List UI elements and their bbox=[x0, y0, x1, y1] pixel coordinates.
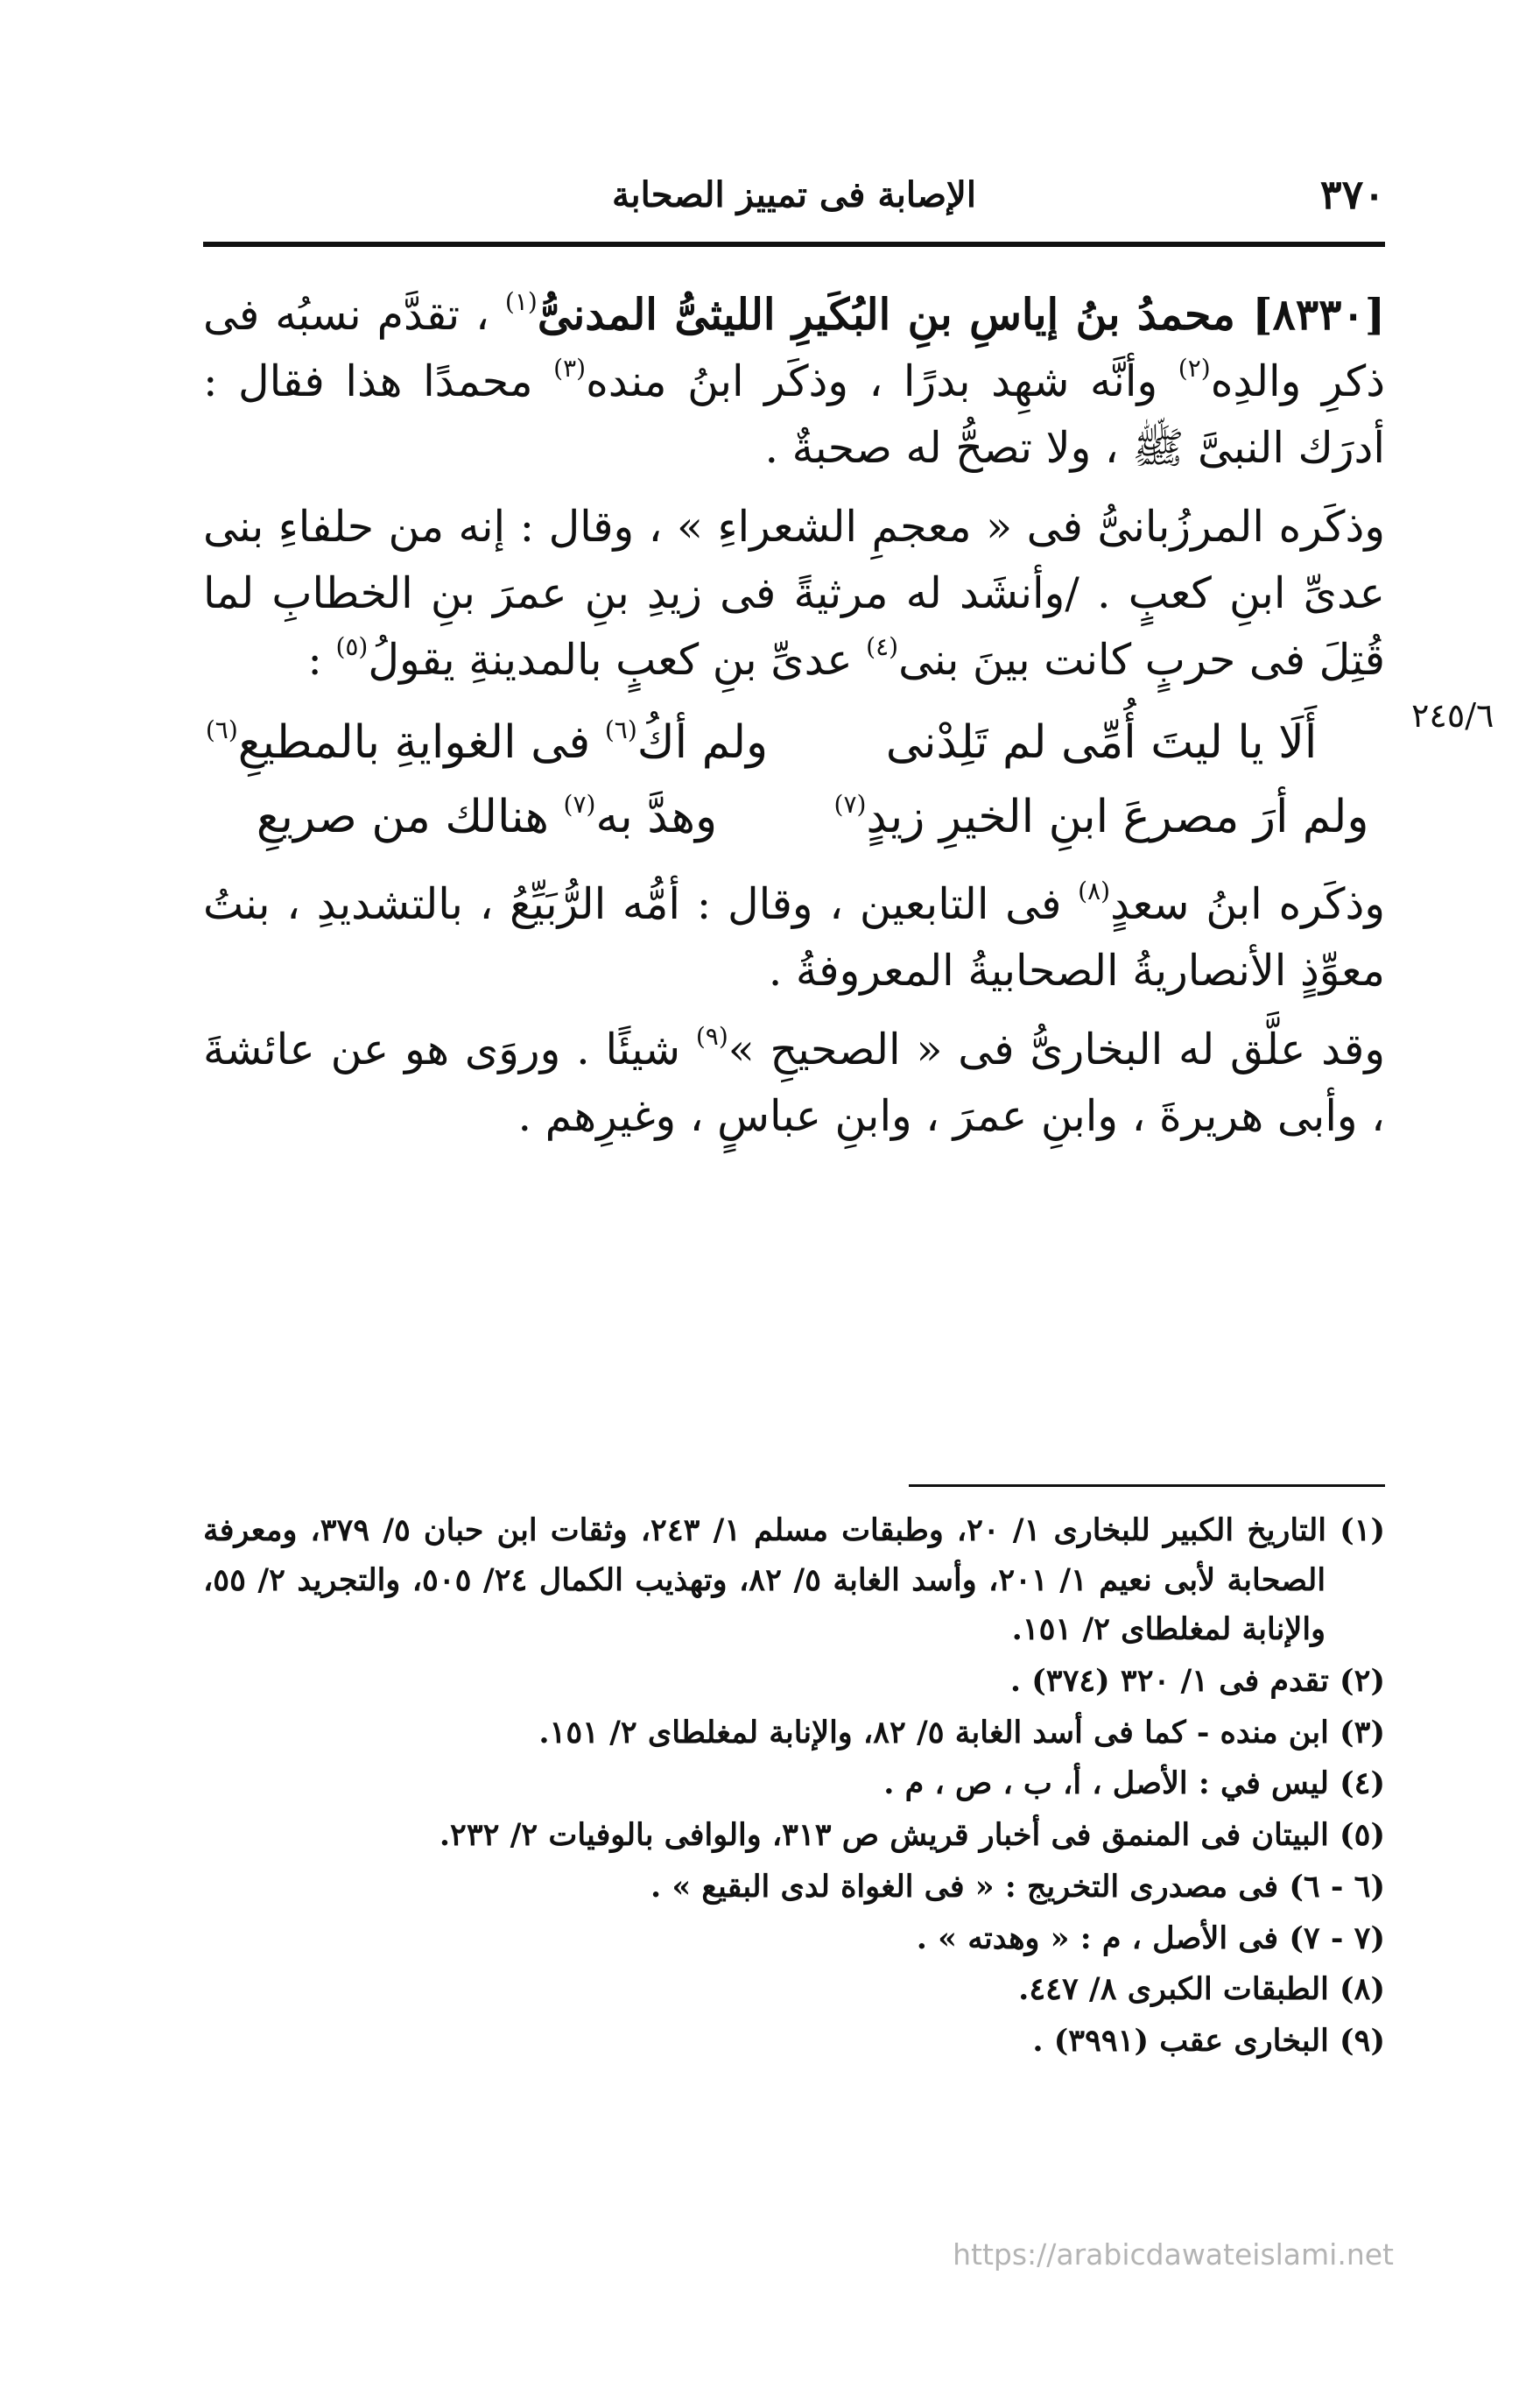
entry-text: وقد علَّق له البخارىُّ فى « الصحيحِ » bbox=[728, 1025, 1385, 1075]
footnote-marker: (٧) bbox=[563, 790, 596, 820]
footnote: (٧ - ٧) فى الأصل ، م : « وهدته » . bbox=[916, 1920, 1385, 1956]
footnote: (٨) الطبقات الكبرى ٨/ ٤٤٧. bbox=[1018, 1971, 1385, 2008]
verse-text: هنالك من صريعِ bbox=[256, 791, 549, 844]
entry-paragraph-4 bbox=[203, 1017, 1385, 1150]
footnote-marker: (١) bbox=[504, 287, 538, 316]
verse-text: وهدَّ به bbox=[595, 791, 718, 844]
entry-text: وذكَره المرزُبانىُّ فى « معجمِ الشعراءِ » ، وقال : إنه من حلفاءِ بنى عدىِّ ابنِ كعبٍ . /وأنشَد له مرثيةً فى زيدِ بنِ عمرَ بنِ الخطابِ لما قُتِلَ فى حربٍ كانت بينَ بنى bbox=[203, 501, 1385, 685]
verse-hemistich-left bbox=[203, 780, 770, 856]
page-number: ٣٧٠ bbox=[1319, 171, 1385, 218]
entry-text: وأنَّه شهِد بدرًا ، وذكَر ابنُ منده bbox=[586, 356, 1158, 406]
poem-verse-1 bbox=[203, 706, 1385, 781]
footnote-marker: (٦) bbox=[205, 715, 238, 744]
footnote-marker: (٤) bbox=[866, 631, 899, 661]
footnote: (٩) البخارى عقب (٣٩٩١) . bbox=[1032, 2022, 1385, 2059]
footnote: (٥) البيتان فى المنمق فى أخبار قريش ص ٣١٣، والوافى بالوفيات ٢/ ٢٣٢. bbox=[439, 1817, 1385, 1854]
entry-heading: [٨٣٣٠] محمدُ بنُ إياسِ بنِ البُكَيرِ الليثىُّ المدنىُّ bbox=[537, 289, 1385, 340]
margin-reference: ٢٤٥/٦ bbox=[1411, 696, 1494, 735]
footnote: (٦ - ٦) فى مصدرى التخريج : « فى الغواة لدى البقيع » . bbox=[650, 1868, 1385, 1905]
footnote: (٢) تقدم فى ١/ ٣٢٠ (٣٧٤) . bbox=[1009, 1663, 1385, 1700]
poem-verse-2 bbox=[203, 780, 1385, 856]
running-title: الإصابة فى تمييز الصحابة bbox=[612, 174, 976, 215]
entry-text: ، تقدَّم نسبُه فى ذكرِ والدِه bbox=[203, 290, 1386, 406]
watermark-url: https://arabicdawateislami.net bbox=[953, 2237, 1394, 2272]
footnote-rule bbox=[909, 1484, 1385, 1487]
entry-text: محمدًا هذا فقال : أدرَك النبىَّ ﷺ ، ولا تصحُّ له صحبةٌ . bbox=[203, 356, 1385, 473]
entry-paragraph-2 bbox=[203, 494, 1385, 694]
page-header bbox=[203, 171, 1385, 232]
header-rule bbox=[203, 242, 1385, 247]
footnote-marker: (٥) bbox=[335, 631, 369, 661]
entry-body bbox=[203, 282, 1385, 1162]
footnote-marker: (٨) bbox=[1078, 877, 1111, 906]
verse-text: فى الغوايةِ بالمطيعِ bbox=[237, 715, 591, 769]
footnote: (١) التاريخ الكبير للبخارى ١/ ٢٠، وطبقات مسلم ١/ ٢٤٣، وثقات ابن حبان ٥/ ٣٧٩، ومعرفة الصحابة لأبى نعيم ١/ ٢٠١، وأسد الغابة ٥/ ٨٢، وتهذيب الكمال ٢٤/ ٥٠٥، والتجريد ٢/ ٥٥، والإنابة لمغلطاى ٢/ ١٥١. bbox=[203, 1512, 1386, 1648]
footnote: (٣) ابن منده - كما فى أسد الغابة ٥/ ٨٢، والإنابة لمغلطاى ٢/ ١٥١. bbox=[538, 1714, 1385, 1751]
footnotes bbox=[203, 1506, 1385, 2068]
verse-text: ولم أكُ bbox=[636, 715, 769, 769]
footnote-marker: (٣) bbox=[553, 353, 587, 383]
verse-hemistich-left bbox=[203, 706, 770, 781]
entry-paragraph-1 bbox=[203, 282, 1385, 482]
verse-text: ولم أرَ مصرعَ ابنِ الخيرِ زيدٍ bbox=[866, 791, 1369, 844]
entry-text: وذكَره ابنُ سعدٍ bbox=[1110, 879, 1385, 930]
footnote-marker: (٧) bbox=[833, 790, 867, 820]
footnote-marker: (٦) bbox=[604, 715, 637, 744]
verse-hemistich-right bbox=[818, 780, 1385, 856]
entry-text: : bbox=[307, 634, 322, 685]
poem bbox=[203, 706, 1385, 856]
entry-paragraph-3 bbox=[203, 871, 1385, 1004]
footnote-marker: (٢) bbox=[1178, 353, 1211, 383]
footnote-marker: (٩) bbox=[695, 1022, 728, 1052]
entry-text: شيئًا . وروَى هو عن عائشةَ ، وأبى هريرةَ ، وابنِ عمرَ ، وابنِ عباسٍ ، وغيرِهم . bbox=[203, 1025, 1385, 1142]
entry-text: فى التابعين ، وقال : أمُّه الرُّبَيِّعُ ، بالتشديدِ ، بنتُ معوِّذٍ الأنصاريةُ الصحابيةُ المعروفةُ . bbox=[203, 879, 1385, 997]
footnote: (٤) ليس في : الأصل ، أ، ب ، ص ، م . bbox=[883, 1765, 1385, 1802]
verse-hemistich-right: أَلَا يا ليتَ أُمِّى لم تَلِدْنى bbox=[885, 715, 1318, 769]
entry-text: عدىِّ بنِ كعبٍ بالمدينةِ يقولُ bbox=[368, 634, 853, 685]
